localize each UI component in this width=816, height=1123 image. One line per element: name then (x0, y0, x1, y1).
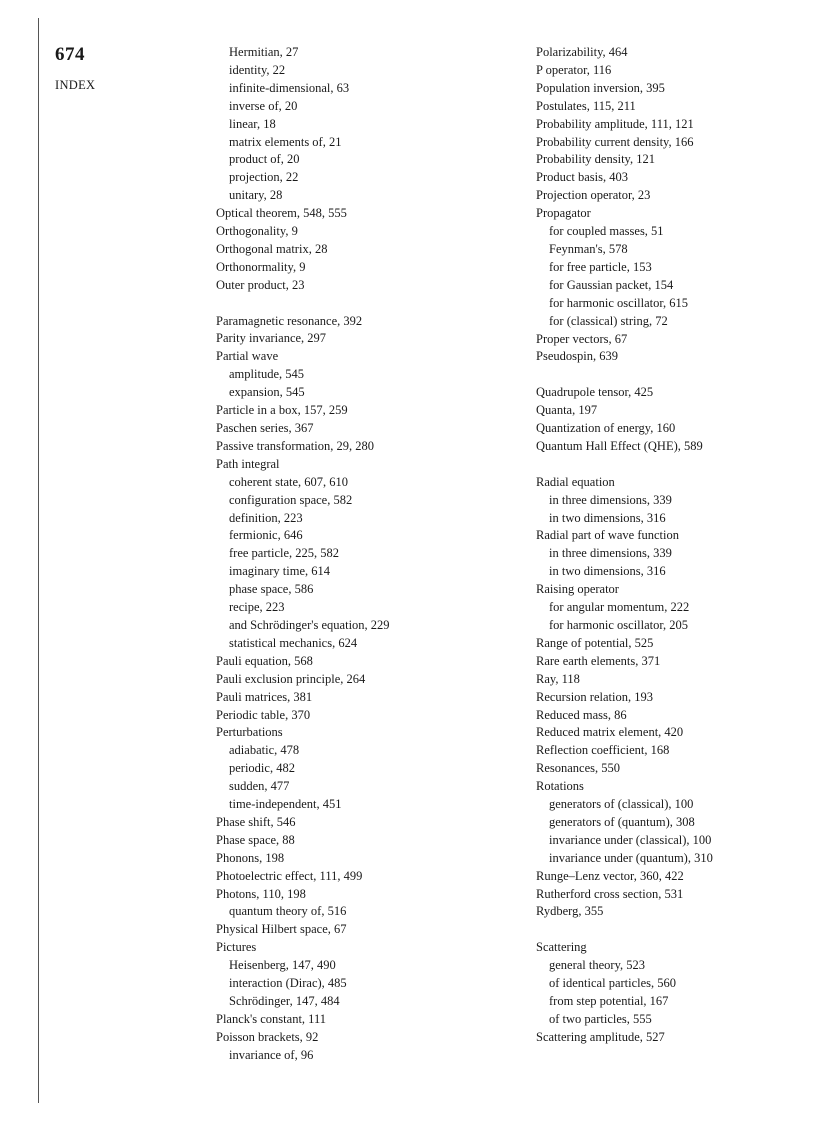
index-subentry: and Schrödinger's equation, 229 (229, 617, 390, 632)
index-entry: Pictures (216, 940, 257, 955)
index-entry: Probability current density, 166 (536, 134, 694, 149)
index-subentry: generators of (quantum), 308 (549, 814, 695, 829)
index-subentry: general theory, 523 (549, 958, 646, 973)
index-subentry: unitary, 28 (229, 188, 283, 203)
index-entry: Recursion relation, 193 (536, 689, 653, 704)
index-entry: Postulates, 115, 211 (536, 98, 636, 113)
index-subentry: in three dimensions, 339 (549, 492, 672, 507)
index-subentry: matrix elements of, 21 (229, 134, 342, 149)
index-entry: Phase space, 88 (216, 832, 295, 847)
index-entry: Perturbations (216, 725, 283, 740)
index-subentry: imaginary time, 614 (229, 564, 331, 579)
index-entry: Propagator (536, 206, 591, 221)
index-entry: Orthogonality, 9 (216, 224, 298, 239)
index-entry: Rare earth elements, 371 (536, 653, 661, 668)
index-entry: Parity invariance, 297 (216, 331, 327, 346)
index-subentry: Feynman's, 578 (549, 241, 628, 256)
index-subentry: in three dimensions, 339 (549, 546, 672, 561)
margin-rule (38, 18, 39, 1103)
index-entry: Paschen series, 367 (216, 421, 314, 436)
index-subentry: configuration space, 582 (229, 492, 353, 507)
index-entry: Poisson brackets, 92 (216, 1029, 319, 1044)
index-entry: Phonons, 198 (216, 850, 285, 865)
index-subentry: phase space, 586 (229, 582, 314, 597)
index-subentry: Heisenberg, 147, 490 (229, 958, 336, 973)
index-entry: Pseudospin, 639 (536, 349, 618, 364)
index-entry: Probability amplitude, 111, 121 (536, 116, 694, 131)
index-entry: Range of potential, 525 (536, 635, 654, 650)
index-entry: P operator, 116 (536, 62, 612, 77)
index-entry: Rutherford cross section, 531 (536, 886, 684, 901)
index-entry: Runge–Lenz vector, 360, 422 (536, 868, 684, 883)
index-entry: Product basis, 403 (536, 170, 629, 185)
index-entry: Proper vectors, 67 (536, 331, 628, 346)
index-subentry: time-independent, 451 (229, 797, 342, 812)
index-subentry: Schrödinger, 147, 484 (229, 994, 340, 1009)
index-subentry: coherent state, 607, 610 (229, 474, 349, 489)
index-entry: Periodic table, 370 (216, 707, 311, 722)
index-subentry: for free particle, 153 (549, 259, 652, 274)
index-entry: Quantization of energy, 160 (536, 421, 676, 436)
index-entry: Phase shift, 546 (216, 814, 296, 829)
index-entry: Pauli equation, 568 (216, 653, 313, 668)
index-subentry: Hermitian, 27 (229, 45, 299, 59)
index-entry: Quanta, 197 (536, 403, 598, 418)
index-entry: Radial equation (536, 474, 615, 489)
index-entry: Probability density, 121 (536, 152, 655, 167)
index-subentry: recipe, 223 (229, 600, 285, 615)
index-entry: Reduced mass, 86 (536, 707, 627, 722)
index-subentry: inverse of, 20 (229, 98, 298, 113)
index-entry: Raising operator (536, 582, 619, 597)
index-entry: Ray, 118 (536, 671, 580, 686)
index-entry: Rydberg, 355 (536, 904, 604, 919)
index-entry: Passive transformation, 29, 280 (216, 438, 374, 453)
index-subentry: adiabatic, 478 (229, 743, 300, 758)
index-entry: Photoelectric effect, 111, 499 (216, 868, 363, 883)
index-entry: Radial part of wave function (536, 528, 680, 543)
index-entry: Polarizability, 464 (536, 45, 628, 59)
running-head: INDEX (55, 78, 96, 92)
index-subentry: definition, 223 (229, 510, 303, 525)
index-entry: Path integral (216, 456, 280, 471)
index-subentry: for harmonic oscillator, 615 (549, 295, 689, 310)
index-subentry: expansion, 545 (229, 385, 305, 400)
index-subentry: for angular momentum, 222 (549, 600, 690, 615)
index-entry: Scattering amplitude, 527 (536, 1029, 665, 1044)
index-entry: Physical Hilbert space, 67 (216, 922, 347, 937)
index-entry: Reflection coefficient, 168 (536, 743, 670, 758)
index-entry: Outer product, 23 (216, 277, 305, 292)
index-column-left (216, 44, 506, 1065)
index-subentry: for coupled masses, 51 (549, 224, 664, 239)
index-subentry: of identical particles, 560 (549, 976, 677, 991)
index-subentry: periodic, 482 (229, 761, 295, 776)
index-column-right (536, 44, 806, 1047)
index-entry: Resonances, 550 (536, 761, 621, 776)
index-subentry: quantum theory of, 516 (229, 904, 347, 919)
index-subentry: in two dimensions, 316 (549, 564, 666, 579)
index-subentry: amplitude, 545 (229, 367, 304, 382)
index-subentry: interaction (Dirac), 485 (229, 976, 347, 991)
index-subentry: invariance under (quantum), 310 (549, 850, 713, 865)
index-subentry: infinite-dimensional, 63 (229, 80, 350, 95)
index-subentry: free particle, 225, 582 (229, 546, 340, 561)
index-subentry: identity, 22 (229, 62, 286, 77)
index-entry: Partial wave (216, 349, 279, 364)
index-subentry: invariance under (classical), 100 (549, 832, 712, 847)
index-entry: Paramagnetic resonance, 392 (216, 313, 363, 328)
index-entry: Orthogonal matrix, 28 (216, 241, 328, 256)
index-subentry: for Gaussian packet, 154 (549, 277, 674, 292)
index-entry: Rotations (536, 779, 584, 794)
index-subentry: fermionic, 646 (229, 528, 303, 543)
index-entry: Projection operator, 23 (536, 188, 651, 203)
index-entry: Scattering (536, 940, 587, 955)
index-subentry: sudden, 477 (229, 779, 290, 794)
index-subentry: linear, 18 (229, 116, 276, 131)
index-entry: Orthonormality, 9 (216, 259, 306, 274)
index-entry: Optical theorem, 548, 555 (216, 206, 347, 221)
index-entry: Pauli matrices, 381 (216, 689, 313, 704)
index-subentry: of two particles, 555 (549, 1011, 652, 1026)
index-subentry: for harmonic oscillator, 205 (549, 617, 689, 632)
index-subentry: generators of (classical), 100 (549, 797, 694, 812)
index-entry: Quantum Hall Effect (QHE), 589 (536, 438, 703, 453)
index-entry: Quadrupole tensor, 425 (536, 385, 654, 400)
index-subentry: invariance of, 96 (229, 1047, 314, 1062)
index-entry: Photons, 110, 198 (216, 886, 306, 901)
index-entry: Population inversion, 395 (536, 80, 665, 95)
index-entry: Planck's constant, 111 (216, 1011, 326, 1026)
index-subentry: in two dimensions, 316 (549, 510, 666, 525)
index-entry: Reduced matrix element, 420 (536, 725, 684, 740)
index-subentry: statistical mechanics, 624 (229, 635, 358, 650)
index-subentry: for (classical) string, 72 (549, 313, 668, 328)
index-subentry: product of, 20 (229, 152, 300, 167)
index-entry: Particle in a box, 157, 259 (216, 403, 348, 418)
page-number: 674 (55, 44, 85, 65)
index-subentry: from step potential, 167 (549, 993, 669, 1008)
index-entry: Pauli exclusion principle, 264 (216, 671, 366, 686)
index-subentry: projection, 22 (229, 170, 299, 185)
